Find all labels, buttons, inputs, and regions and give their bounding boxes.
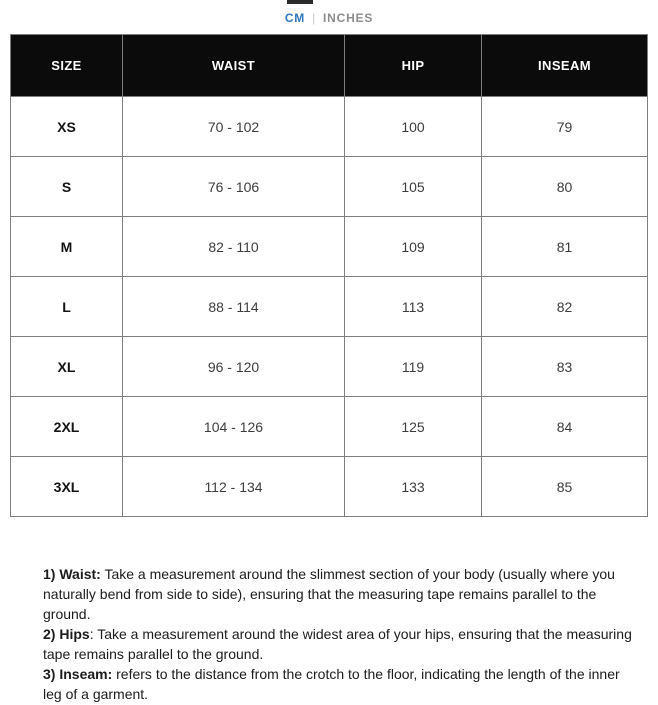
inseam-value: 81	[482, 217, 648, 277]
hip-value: 105	[345, 157, 482, 217]
waist-value: 104 - 126	[123, 397, 345, 457]
note-waist	[43, 564, 633, 624]
measurement-notes	[43, 564, 633, 704]
waist-value: 82 - 110	[123, 217, 345, 277]
inseam-value: 82	[482, 277, 648, 337]
note-hips	[43, 624, 633, 664]
table-row	[11, 157, 648, 217]
column-header-inseam: INSEAM	[482, 35, 648, 97]
size-table-header	[11, 35, 648, 97]
size-value: XL	[11, 337, 123, 397]
note-waist-text: Take a measurement around the slimmest section of your body (usually where you naturally bend from side to side), ensuring that the measuring tape remains parallel to the ground.	[43, 566, 615, 622]
size-value: M	[11, 217, 123, 277]
inseam-value: 84	[482, 397, 648, 457]
table-row	[11, 397, 648, 457]
inseam-value: 83	[482, 337, 648, 397]
inseam-value: 80	[482, 157, 648, 217]
note-inseam-text: refers to the distance from the crotch to the floor, indicating the length of the inner leg of a garment.	[43, 666, 620, 702]
size-value: S	[11, 157, 123, 217]
waist-value: 88 - 114	[123, 277, 345, 337]
size-value: L	[11, 277, 123, 337]
unit-inches-button[interactable]: INCHES	[323, 11, 374, 25]
table-row	[11, 277, 648, 337]
note-hips-text: : Take a measurement around the widest area of your hips, ensuring that the measuring tape remains parallel to the ground.	[43, 626, 632, 662]
unit-toggle	[0, 0, 658, 25]
inseam-value: 85	[482, 457, 648, 517]
hip-value: 113	[345, 277, 482, 337]
waist-value: 70 - 102	[123, 97, 345, 157]
size-value: 3XL	[11, 457, 123, 517]
hip-value: 125	[345, 397, 482, 457]
size-value: 2XL	[11, 397, 123, 457]
note-inseam	[43, 664, 633, 704]
hip-value: 119	[345, 337, 482, 397]
inseam-value: 79	[482, 97, 648, 157]
size-table-body	[11, 97, 648, 517]
waist-value: 96 - 120	[123, 337, 345, 397]
table-row	[11, 337, 648, 397]
table-row	[11, 97, 648, 157]
column-header-size: SIZE	[11, 35, 123, 97]
size-value: XS	[11, 97, 123, 157]
header-row	[11, 35, 648, 97]
unit-separator: |	[312, 11, 317, 25]
table-row	[11, 217, 648, 277]
note-inseam-lead: 3) Inseam:	[43, 666, 113, 682]
column-header-hip: HIP	[345, 35, 482, 97]
note-waist-lead: 1) Waist:	[43, 566, 101, 582]
table-row	[11, 457, 648, 517]
hip-value: 133	[345, 457, 482, 517]
size-table	[10, 34, 648, 517]
column-header-waist: WAIST	[123, 35, 345, 97]
hip-value: 109	[345, 217, 482, 277]
cropped-top-element	[287, 0, 313, 4]
waist-value: 76 - 106	[123, 157, 345, 217]
waist-value: 112 - 134	[123, 457, 345, 517]
unit-cm-button[interactable]: CM	[284, 11, 306, 25]
note-hips-lead: 2) Hips	[43, 626, 90, 642]
hip-value: 100	[345, 97, 482, 157]
